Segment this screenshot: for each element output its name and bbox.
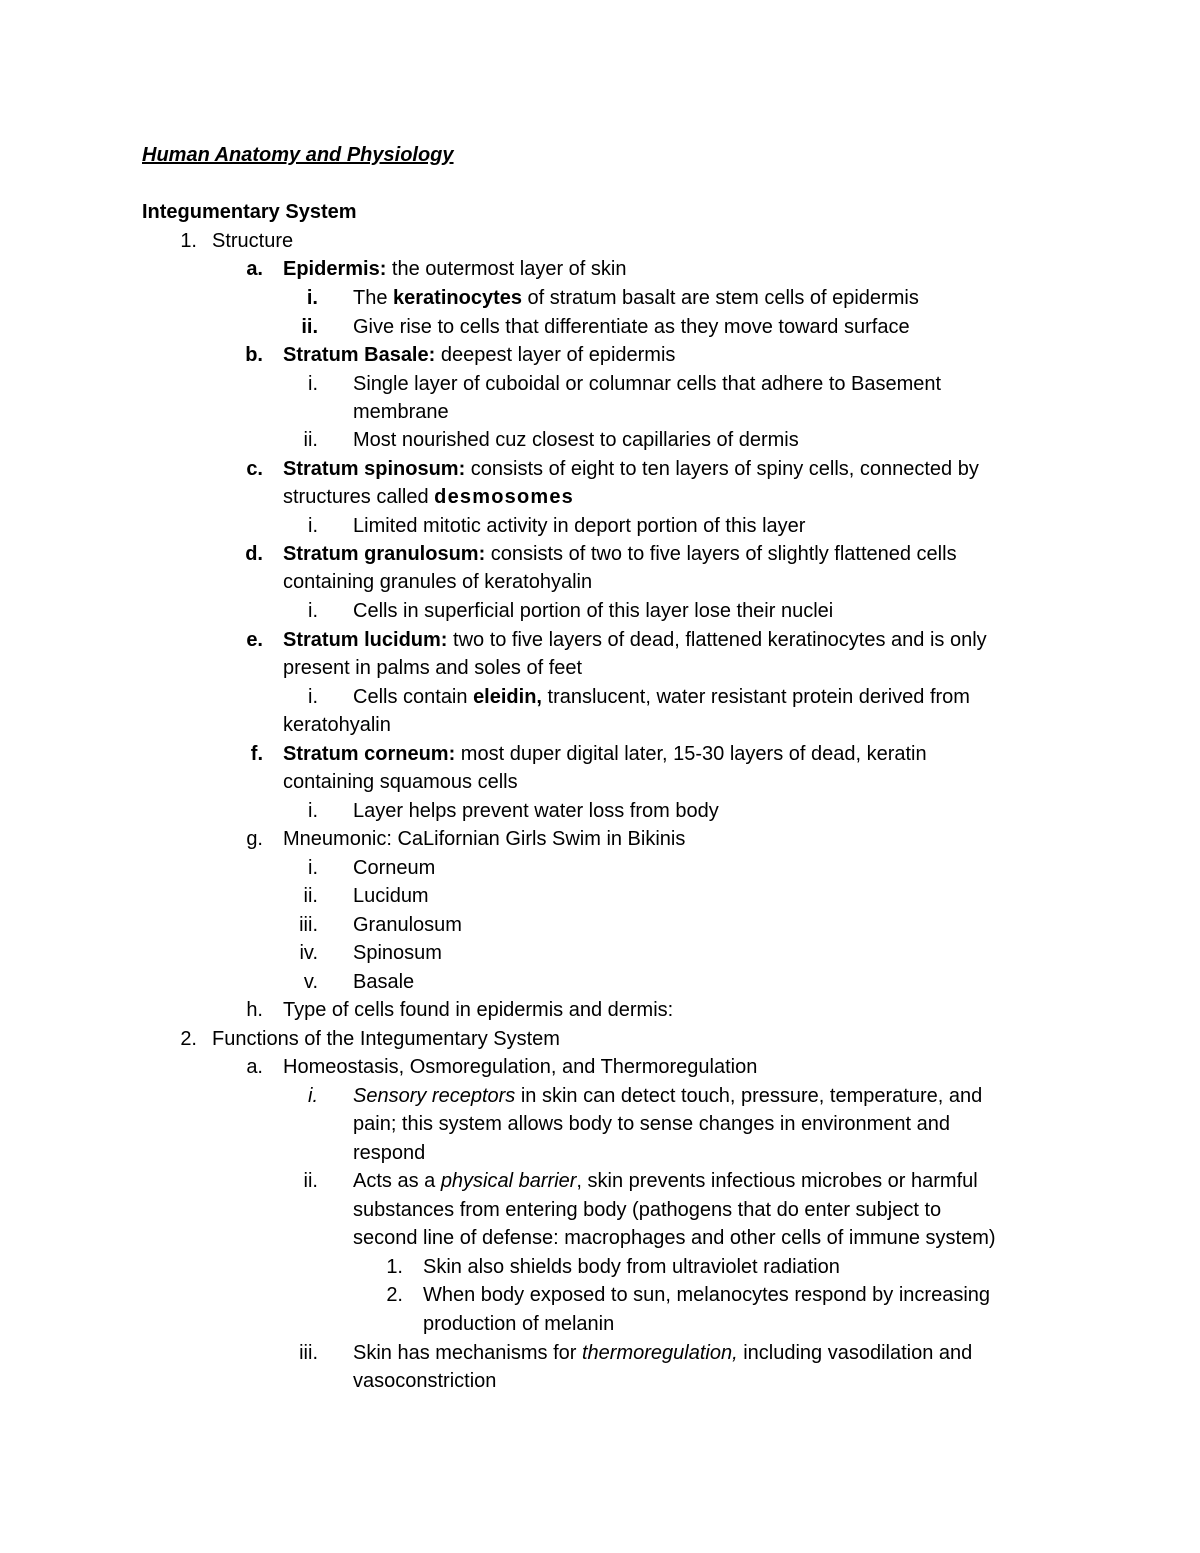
outline-line	[0, 1025, 1200, 1053]
text-segment: Cells in superficial portion of this layer lose their nuclei	[353, 600, 834, 622]
list-marker: i.	[308, 686, 318, 708]
outline-line	[0, 1339, 1200, 1367]
text-segment: vasoconstriction	[353, 1370, 497, 1392]
outline-line	[0, 512, 1200, 540]
text-segment: When body exposed to sun, melanocytes respond by increasing	[423, 1284, 991, 1306]
line-text	[353, 1110, 950, 1138]
line-text	[353, 1196, 941, 1224]
line-text	[283, 1053, 757, 1081]
text-segment: consists of two to five layers of slightly flattened cells	[485, 543, 957, 565]
text-segment: Spinosum	[353, 942, 442, 964]
text-segment: translucent, water resistant protein derived from	[541, 686, 970, 708]
line-text	[353, 882, 429, 910]
outline-line	[0, 626, 1200, 654]
list-marker: d.	[245, 543, 263, 565]
emphasized-text: Epidermis:	[283, 258, 387, 280]
outline-line	[0, 1367, 1200, 1395]
outline-line	[0, 255, 1200, 283]
line-text	[353, 968, 414, 996]
outline-line	[0, 1224, 1200, 1252]
text-segment: most duper digital later, 15-30 layers of dead, keratin	[455, 743, 927, 765]
outline-line	[0, 483, 1200, 511]
emphasized-text: physical barrier	[440, 1170, 577, 1192]
outline-line	[0, 1167, 1200, 1195]
emphasized-text: Stratum Basale:	[283, 344, 436, 366]
outline-line	[0, 455, 1200, 483]
list-marker: i.	[308, 1085, 318, 1107]
text-segment: keratohyalin	[283, 714, 391, 736]
list-marker: iii.	[299, 914, 318, 936]
text-segment: deepest layer of epidermis	[435, 344, 676, 366]
line-text	[283, 996, 673, 1024]
text-segment: Skin has mechanisms for	[353, 1342, 582, 1364]
line-text	[212, 1025, 560, 1053]
outline-line	[0, 284, 1200, 312]
list-marker: c.	[246, 458, 263, 480]
line-text	[283, 825, 685, 853]
emphasized-text: desmosomes	[434, 486, 575, 508]
line-text	[283, 540, 957, 568]
list-marker: b.	[245, 344, 263, 366]
list-marker: i.	[306, 287, 318, 309]
outline-line	[0, 597, 1200, 625]
outline-line	[0, 1253, 1200, 1281]
text-segment: structures called	[283, 486, 435, 508]
list-marker: ii.	[303, 885, 318, 907]
line-text	[283, 740, 927, 768]
line-text	[353, 313, 910, 341]
line-text	[353, 1082, 982, 1110]
emphasized-text: Stratum lucidum:	[283, 629, 448, 651]
outline-line	[0, 341, 1200, 369]
section-heading: Integumentary System	[142, 201, 357, 223]
emphasized-text: Stratum corneum:	[283, 743, 456, 765]
text-segment: The	[353, 287, 394, 309]
list-marker: 2.	[386, 1284, 403, 1306]
line-text	[283, 654, 582, 682]
emphasized-text: Sensory receptors	[353, 1085, 516, 1107]
text-segment: Acts as a	[353, 1170, 441, 1192]
line-text	[353, 1367, 496, 1395]
text-segment: including vasodilation and	[737, 1342, 973, 1364]
list-marker: 2.	[180, 1028, 197, 1050]
outline-line	[0, 568, 1200, 596]
list-marker: i.	[308, 800, 318, 822]
line-text	[353, 370, 941, 398]
text-segment: second line of defense: macrophages and other cells of immune system)	[353, 1227, 996, 1249]
text-segment: pain; this system allows body to sense changes in environment and	[353, 1113, 951, 1135]
list-marker: iv.	[299, 942, 318, 964]
list-marker: ii.	[303, 429, 318, 451]
text-segment: respond	[353, 1142, 426, 1164]
outline-line	[0, 1310, 1200, 1338]
emphasized-text: Stratum granulosum:	[283, 543, 486, 565]
line-text	[353, 398, 449, 426]
text-segment: substances from entering body (pathogens that do enter subject to	[353, 1199, 942, 1221]
outline-line	[0, 740, 1200, 768]
text-segment: Single layer of cuboidal or columnar cells that adhere to Basement	[353, 373, 942, 395]
line-text	[423, 1281, 990, 1309]
list-marker: i.	[308, 600, 318, 622]
outline-line	[0, 1053, 1200, 1081]
line-text	[353, 1139, 425, 1167]
line-text	[353, 683, 970, 711]
text-segment: Corneum	[353, 857, 436, 879]
line-text	[283, 483, 574, 511]
text-segment: the outermost layer of skin	[386, 258, 627, 280]
outline-line	[0, 711, 1200, 739]
list-marker: e.	[246, 629, 263, 651]
text-segment: Cells contain	[353, 686, 474, 708]
outline-line	[0, 968, 1200, 996]
text-segment: Homeostasis, Osmoregulation, and Thermoregulation	[283, 1056, 758, 1078]
list-marker: v.	[303, 971, 318, 993]
line-text	[423, 1310, 614, 1338]
text-segment: Structure	[212, 230, 294, 252]
text-segment: Most nourished cuz closest to capillaries of dermis	[353, 429, 799, 451]
text-segment: containing squamous cells	[283, 771, 518, 793]
text-segment: containing granules of keratohyalin	[283, 571, 593, 593]
outline-line	[0, 370, 1200, 398]
outline-line	[0, 939, 1200, 967]
outline-line	[0, 313, 1200, 341]
list-marker: iii.	[299, 1342, 318, 1364]
text-segment: Lucidum	[353, 885, 429, 907]
line-text	[353, 426, 799, 454]
outline-line	[0, 398, 1200, 426]
line-text	[353, 797, 719, 825]
text-segment: present in palms and soles of feet	[283, 657, 583, 679]
text-segment: Layer helps prevent water loss from body	[353, 800, 719, 822]
text-segment: production of melanin	[423, 1313, 615, 1335]
list-marker: i.	[308, 373, 318, 395]
outline-line	[0, 227, 1200, 255]
text-segment: Functions of the Integumentary System	[212, 1028, 560, 1050]
list-marker: ii.	[301, 316, 318, 338]
outline-line	[0, 1082, 1200, 1110]
text-segment: consists of eight to ten layers of spiny cells, connected by	[465, 458, 979, 480]
list-marker: f.	[250, 743, 263, 765]
text-segment: Skin also shields body from ultraviolet radiation	[423, 1256, 840, 1278]
text-segment: Give rise to cells that differentiate as they move toward surface	[353, 316, 910, 338]
text-segment: Basale	[353, 971, 415, 993]
list-marker: 1.	[180, 230, 197, 252]
text-segment: Mneumonic: CaLifornian Girls Swim in Bikinis	[283, 828, 686, 850]
line-text	[283, 455, 979, 483]
line-text	[353, 854, 435, 882]
line-text	[283, 626, 987, 654]
list-marker: a.	[246, 1056, 263, 1078]
list-marker: g.	[246, 828, 263, 850]
emphasized-text: keratinocytes	[393, 287, 522, 309]
outline-line	[0, 911, 1200, 939]
line-text	[353, 1167, 978, 1195]
text-segment: membrane	[353, 401, 449, 423]
outline-line	[0, 1110, 1200, 1138]
line-text	[212, 227, 293, 255]
line-text	[283, 255, 626, 283]
outline-line	[0, 426, 1200, 454]
emphasized-text: Stratum spinosum:	[283, 458, 466, 480]
outline-line	[0, 540, 1200, 568]
line-text	[283, 711, 391, 739]
outline-line	[0, 1196, 1200, 1224]
line-text	[283, 341, 675, 369]
outline-line	[0, 825, 1200, 853]
outline-line	[0, 768, 1200, 796]
emphasized-text: eleidin,	[473, 686, 542, 708]
line-text	[353, 597, 833, 625]
line-text	[353, 284, 919, 312]
outline-line	[0, 1281, 1200, 1309]
outline-line	[0, 654, 1200, 682]
list-marker: 1.	[386, 1256, 403, 1278]
text-segment: two to five layers of dead, flattened keratinocytes and is only	[447, 629, 987, 651]
list-marker: i.	[308, 857, 318, 879]
text-segment: in skin can detect touch, pressure, temperature, and	[515, 1085, 983, 1107]
outline-line	[0, 1139, 1200, 1167]
line-text	[353, 911, 462, 939]
text-segment: Type of cells found in epidermis and dermis:	[283, 999, 674, 1021]
list-marker: a.	[246, 258, 263, 280]
document-title: Human Anatomy and Physiology	[142, 144, 454, 166]
outline-line	[0, 854, 1200, 882]
list-marker: i.	[308, 515, 318, 537]
outline-line	[0, 882, 1200, 910]
list-marker: ii.	[303, 1170, 318, 1192]
line-text	[353, 1339, 972, 1367]
text-segment: , skin prevents infectious microbes or harmful	[576, 1170, 978, 1192]
text-segment: Granulosum	[353, 914, 462, 936]
text-segment: Limited mitotic activity in deport portion of this layer	[353, 515, 806, 537]
line-text	[283, 768, 518, 796]
list-marker: h.	[246, 999, 263, 1021]
outline-line	[0, 996, 1200, 1024]
line-text	[353, 512, 805, 540]
outline-line	[0, 683, 1200, 711]
line-text	[353, 1224, 996, 1252]
line-text	[353, 939, 442, 967]
text-segment: of stratum basalt are stem cells of epidermis	[522, 287, 919, 309]
emphasized-text: thermoregulation,	[581, 1342, 738, 1364]
line-text	[283, 568, 592, 596]
line-text	[423, 1253, 840, 1281]
outline-line	[0, 797, 1200, 825]
